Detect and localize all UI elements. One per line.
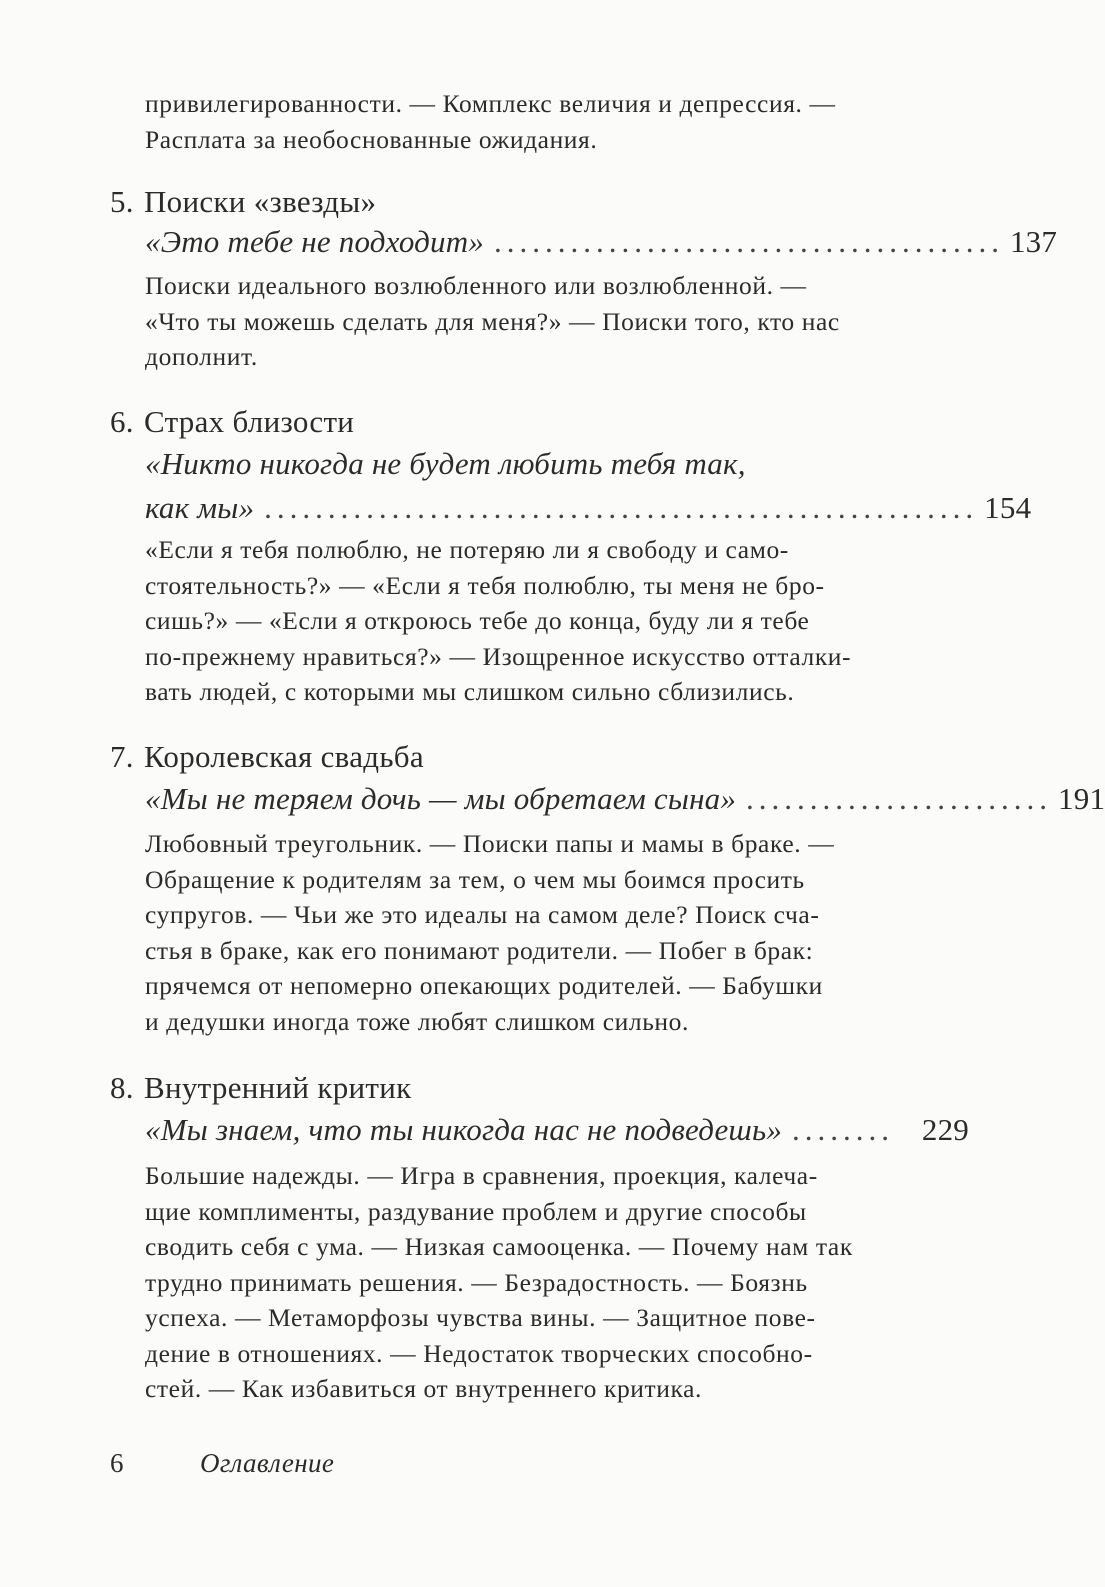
toc-entry-line [145,1108,969,1152]
chapter-7-description [145,826,975,1039]
footer-section-title: Оглавление [200,1448,335,1478]
chapter-8-title [110,1068,970,1108]
toc-entry-line [145,486,1032,530]
chapter-number: 5. [110,184,134,219]
desc-line: дение в отношениях. — Недостаток творческих способно- [145,1338,813,1368]
desc-line: Расплата за необоснованные ожидания. [145,124,598,154]
desc-line: привилегированности. — Комплекс величия и депрессия. — [145,89,836,118]
desc-line: Обращение к родителям за тем, о чем мы боимся просить [145,864,805,894]
page-number: 137 [1009,224,1058,259]
chapter-title-text: Страх близости [144,404,355,439]
desc-line: стья в браке, как его понимают родители. — Побег в брак: [145,935,814,965]
chapter-6-title [110,402,970,442]
chapter-subtitle: как мы» [145,490,255,525]
desc-line: сводить себя с ума. — Низкая самооценка. — Почему нам так [145,1232,853,1261]
desc-line: «Если я тебя полюблю, не потеряю ли я свободу и само- [145,535,789,564]
chapter-7-title [110,737,970,777]
desc-line: стоятельность?» — «Если я тебя полюблю, ты меня не бро- [145,570,825,600]
toc-entry-line [145,777,1105,821]
chapter-subtitle: «Мы не теряем дочь — мы обретаем сына» [145,781,737,816]
desc-line: Поиски идеального возлюбленного или возлюбленной. — [145,271,807,300]
chapter-6-description [145,532,975,710]
intro-description [145,86,975,157]
chapter-7-subtitle [145,777,1105,821]
chapter-subtitle: «Это тебе не подходит» [145,224,484,259]
chapter-8-subtitle [145,1108,969,1152]
desc-line: вать людей, с которыми мы слишком сильно сблизились. [145,677,795,706]
desc-line: по-прежнему нравиться?» — Изощренное искусство отталки- [145,641,852,671]
desc-line: стей. — Как избавиться от внутреннего критика. [145,1374,703,1403]
chapter-title-text: Королевская свадьба [144,739,424,774]
desc-line: щие комплименты, раздувание проблем и другие способы [145,1196,807,1226]
chapter-8-description [145,1158,975,1407]
desc-line: сишь?» — «Если я откроюсь тебе до конца, буду ли я тебе [145,606,810,635]
chapter-number: 7. [110,739,134,774]
chapter-5-title [110,182,970,222]
desc-line: супругов. — Чьи же это идеалы на самом деле? Поиск сча- [145,900,820,929]
desc-line: трудно принимать решения. — Безрадостность. — Боязнь [145,1267,808,1297]
desc-line: прячемся от непомерно опекающих родителей. — Бабушки [145,971,823,1000]
dot-leader: ........................ [746,781,1053,816]
chapter-title-text: Поиски «звезды» [144,184,377,219]
chapter-number: 8. [110,1070,134,1105]
dot-leader: ........ [792,1112,895,1147]
chapter-6-subtitle [145,442,1032,530]
chapter-subtitle-line: «Никто никогда не будет любить тебя так, [145,446,746,481]
desc-line: успеха. — Метаморфозы чувства вины. — Защитное пове- [145,1303,816,1332]
page-number: 154 [984,490,1032,525]
desc-line: дополнит. [145,342,258,371]
desc-line: Любовный треугольник. — Поиски папы и мамы в браке. — [145,829,835,858]
dot-leader: ........................................................ [264,490,979,525]
chapter-number: 6. [110,404,134,439]
desc-line: Большие надежды. — Игра в сравнения, проекция, калеча- [145,1161,818,1190]
footer-page-number: 6 [110,1448,124,1478]
chapter-5-description [145,268,975,375]
page-number: 191 [1058,781,1105,816]
chapter-5-subtitle [145,220,1058,264]
chapter-title-text: Внутренний критик [144,1070,412,1105]
chapter-subtitle: «Мы знаем, что ты никогда нас не подведешь» [145,1112,783,1147]
dot-leader: ........................................ [493,224,1004,259]
desc-line: «Что ты можешь сделать для меня?» — Поиски того, кто нас [145,306,840,336]
toc-entry-line [145,220,1058,264]
desc-line: и дедушки иногда тоже любят слишком сильно. [145,1006,689,1036]
page-number: 229 [921,1112,969,1147]
